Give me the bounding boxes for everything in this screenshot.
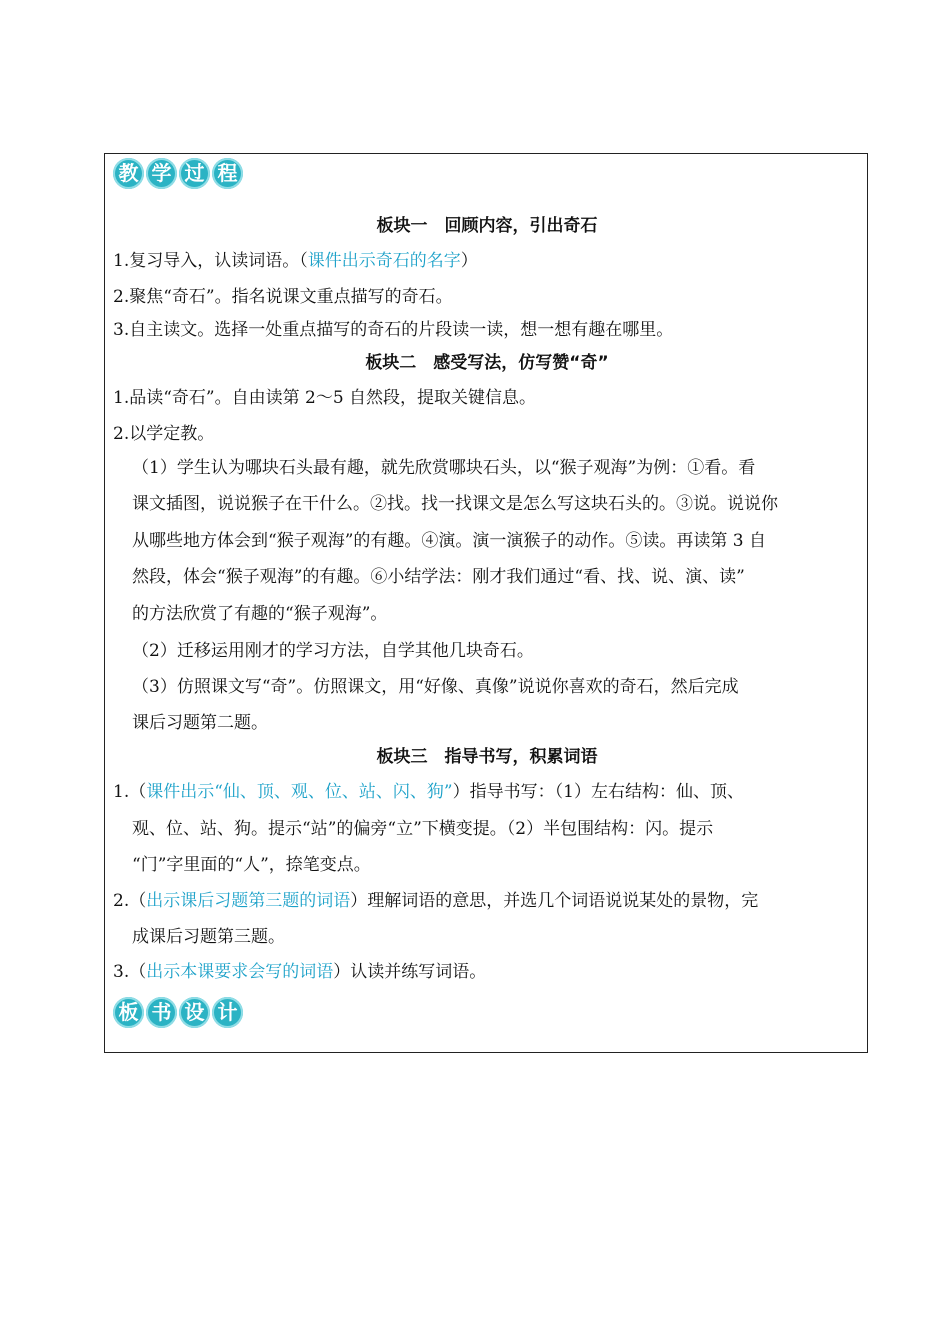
text-line: 3.（出示本课要求会写的词语）认读并练写词语。 (113, 962, 487, 982)
text-line: 1.（课件出示“仙、顶、观、位、站、闪、狗”）指导书写：（1）左右结构：仙、顶、 (113, 782, 744, 802)
lesson-plan-frame (104, 153, 868, 1053)
badge-char: 程 (212, 158, 243, 189)
text-line: 3.自主读文。选择一处重点描写的奇石的片段读一读，想一想有趣在哪里。 (113, 320, 674, 340)
text-line: 课文插图，说说猴子在干什么。②找。找一找课文是怎么写这块石头的。③说。说说你 (132, 494, 778, 514)
badge-char: 书 (146, 997, 177, 1028)
text-line: （1）学生认为哪块石头最有趣，就先欣赏哪块石头，以“猴子观海”为例：①看。看 (132, 458, 756, 478)
section-title: 板块一 回顾内容，引出奇石 (376, 216, 598, 236)
text-line: 然段，体会“猴子观海”的有趣。⑥小结学法：刚才我们通过“看、找、说、演、读” (132, 567, 745, 587)
text-line: 课后习题第二题。 (132, 713, 268, 733)
badge-char: 过 (179, 158, 210, 189)
text-line: （3）仿照课文写“奇”。仿照课文，用“好像、真像”说说你喜欢的奇石，然后完成 (132, 677, 739, 697)
text-line: “门”字里面的“人”，捺笔变点。 (132, 855, 371, 875)
text-line: 1.品读“奇石”。自由读第 2～5 自然段，提取关键信息。 (113, 388, 537, 408)
text-line: 2.聚焦“奇石”。指名说课文重点描写的奇石。 (113, 287, 453, 307)
text-line: （2）迁移运用刚才的学习方法，自学其他几块奇石。 (132, 641, 534, 661)
badge-char: 学 (146, 158, 177, 189)
badge-char: 教 (113, 158, 144, 189)
section-title: 板块二 感受写法，仿写赞“奇” (365, 353, 609, 373)
section-title: 板块三 指导书写，积累词语 (376, 747, 598, 767)
text-line: 2.以学定教。 (113, 424, 215, 444)
text-line: 成课后习题第三题。 (132, 927, 285, 947)
badge-char: 计 (212, 997, 243, 1028)
text-line: 1.复习导入，认读词语。（课件出示奇石的名字） (113, 251, 478, 271)
text-line: 从哪些地方体会到“猴子观海”的有趣。④演。演一演猴子的动作。⑤读。再读第 3 自 (132, 531, 767, 551)
badge-char: 设 (179, 997, 210, 1028)
text-line: 观、位、站、狗。提示“站”的偏旁“立”下横变提。（2）半包围结构：闪。提示 (132, 819, 714, 839)
text-line: 2.（出示课后习题第三题的词语）理解词语的意思，并选几个词语说说某处的景物，完 (113, 891, 759, 911)
badge-char: 板 (113, 997, 144, 1028)
teaching-process-header (113, 158, 243, 189)
text-line: 的方法欣赏了有趣的“猴子观海”。 (132, 604, 388, 624)
board-design-header (113, 997, 243, 1028)
